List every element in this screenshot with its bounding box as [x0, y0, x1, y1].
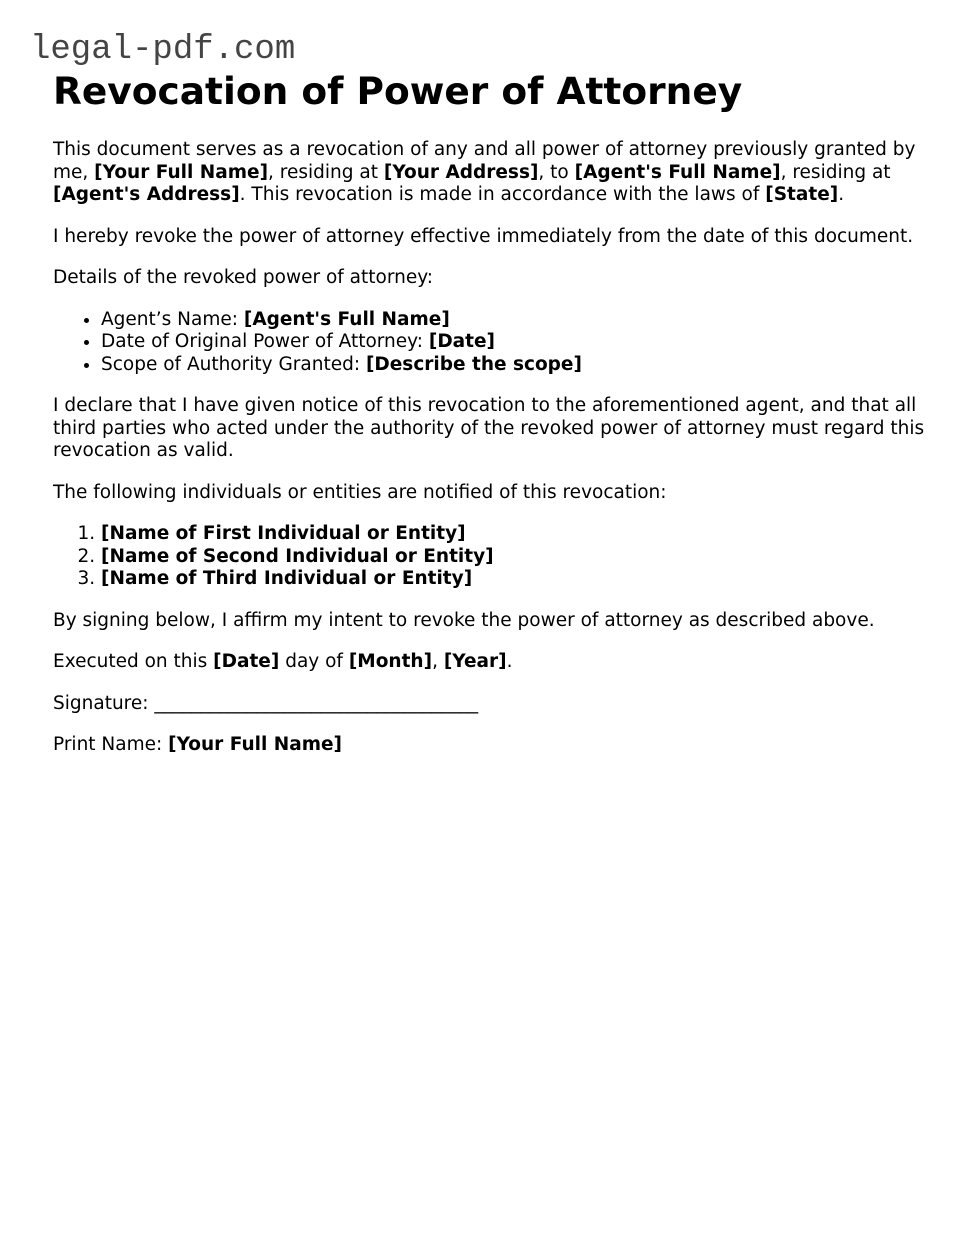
- executed-text-1: Executed on this: [53, 651, 214, 672]
- list-item: [101, 309, 933, 332]
- intro-text-5: . This revocation is made in accordance with the laws of: [239, 184, 766, 205]
- executed-text-4: .: [506, 651, 513, 672]
- document-title: Revocation of Power of Attorney: [53, 69, 743, 113]
- print-name-label: Print Name:: [53, 734, 169, 755]
- agent-name-placeholder: [Agent's Full Name]: [574, 161, 781, 183]
- date-placeholder: [Date]: [213, 651, 280, 672]
- executed-text-3: ,: [432, 651, 444, 672]
- signature-line: Signature: ___________________________________: [53, 692, 479, 714]
- details-list: [53, 309, 933, 377]
- month-placeholder: [Month]: [348, 651, 433, 672]
- print-name-line: [53, 734, 933, 757]
- list-item: [101, 523, 933, 546]
- revoke-paragraph: I hereby revoke the power of attorney effective immediately from the date of this document.: [53, 225, 914, 247]
- detail-label: Scope of Authority Granted:: [101, 353, 366, 375]
- intro-text-6: .: [838, 184, 845, 205]
- executed-text-2: day of: [279, 651, 349, 672]
- list-item: [101, 354, 933, 377]
- executed-line: [53, 651, 933, 674]
- notified-entity: [Name of Second Individual or Entity]: [101, 545, 494, 567]
- notified-list: [53, 523, 933, 591]
- list-item: [101, 331, 933, 354]
- intro-text-3: , to: [538, 161, 575, 183]
- detail-value: [Date]: [428, 331, 496, 352]
- agent-address-placeholder: [Agent's Address]: [53, 184, 240, 205]
- detail-value: [Agent's Full Name]: [243, 308, 450, 330]
- intro-paragraph: [53, 139, 933, 207]
- affirm-paragraph: By signing below, I affirm my intent to revoke the power of attorney as described above.: [53, 609, 875, 631]
- list-item: [101, 546, 933, 569]
- year-placeholder: [Year]: [443, 651, 507, 672]
- intro-text-1: This document serves as a revocation of any and all power of attorney previously granted by me,: [53, 139, 916, 183]
- list-item: [101, 568, 933, 591]
- intro-text-4: , residing at: [780, 161, 891, 183]
- state-placeholder: [State]: [765, 184, 839, 205]
- document-body: [53, 68, 933, 757]
- declare-paragraph: I declare that I have given notice of this revocation to the aforementioned agent, and that all third parties who acted under the authority of the revoked power of attorney must regard this revocation as valid.: [53, 395, 925, 461]
- detail-value: [Describe the scope]: [365, 353, 582, 375]
- details-intro: Details of the revoked power of attorney:: [53, 267, 434, 288]
- notified-entity: [Name of Third Individual or Entity]: [101, 568, 473, 589]
- print-name-placeholder: [Your Full Name]: [168, 734, 342, 755]
- watermark-logo: legal-pdf.com: [30, 31, 296, 69]
- principal-address-placeholder: [Your Address]: [383, 161, 539, 183]
- principal-name-placeholder: [Your Full Name]: [94, 161, 269, 183]
- notified-intro: The following individuals or entities are notified of this revocation:: [53, 481, 667, 503]
- detail-label: Agent’s Name:: [101, 308, 244, 330]
- notified-entity: [Name of First Individual or Entity]: [101, 523, 466, 544]
- intro-text-2: , residing at: [268, 161, 384, 183]
- detail-label: Date of Original Power of Attorney:: [101, 331, 429, 352]
